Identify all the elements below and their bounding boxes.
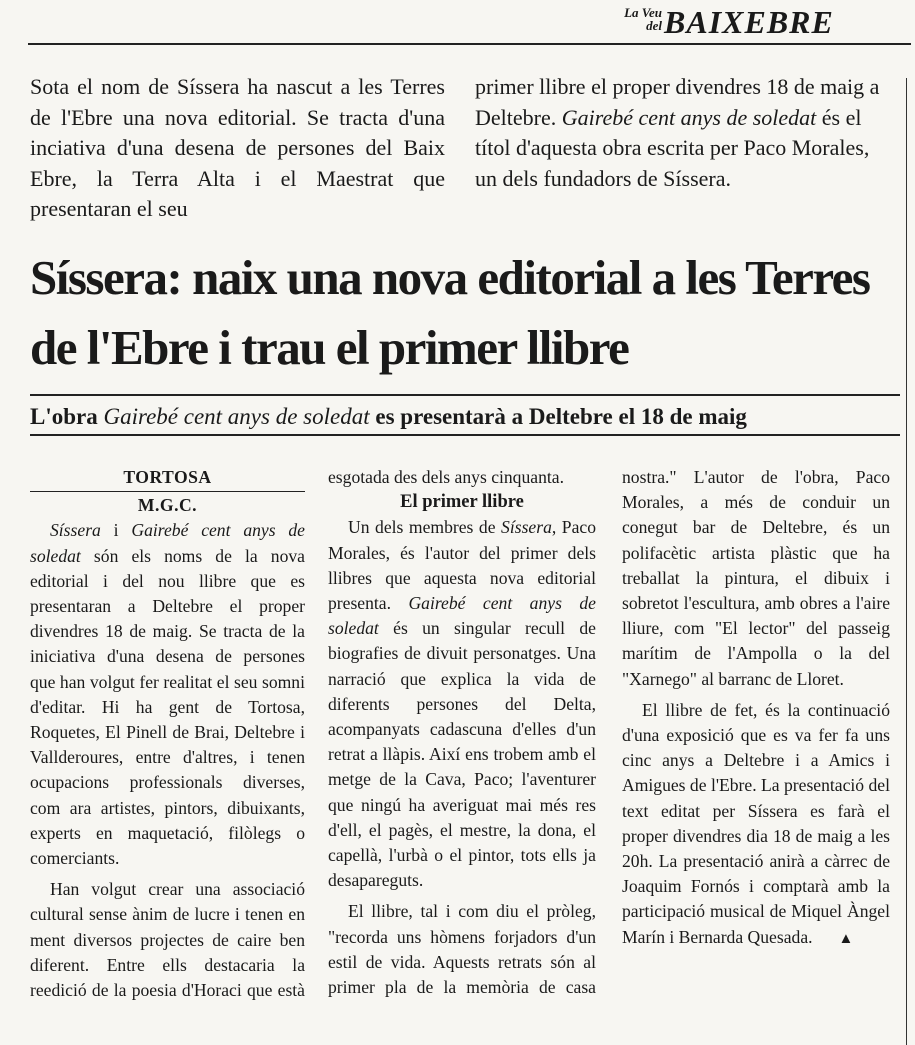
- paragraph-4-continued: [622, 465, 890, 692]
- intro-col-2: [475, 72, 885, 194]
- paragraph-4: [328, 899, 596, 1000]
- paragraph-2: Han volgut crear una associació cultural sense ànim de lucre i tenen en ment diversos projectes de caire ben diferent. Entre ells destacaria la reedició de la poesia d'Horaci que està: [30, 879, 305, 1001]
- deck: [30, 400, 900, 434]
- text-run: El llibre, tal i com diu el pròleg, "recorda uns hòmens forjadors d'un estil de vida. Aquests retrats són al primer pla de la memòria de casa: [328, 901, 596, 998]
- text-run: Gairebé cent anys de soledat: [328, 593, 596, 639]
- p1-title-1: Síssera: [50, 520, 101, 541]
- byline-place: TORTOSA: [123, 467, 212, 487]
- masthead: [0, 0, 915, 48]
- paragraph-2-continued: [328, 465, 596, 490]
- text-run: Un dels membres de: [348, 517, 502, 538]
- deck-text-a: L'obra: [30, 404, 104, 429]
- p1-text-a: i: [100, 520, 132, 541]
- headline: Síssera: naix una nova editorial a les Terres de l'Ebre i trau el primer llibre: [30, 250, 870, 375]
- text-run: El llibre de fet, és la continuació d'una exposició que es va fer fa uns cinc anys a Deltebre i a Amics i Amigues de l'Ebre. La presentació del text editat per Síssera es farà el proper divendres dia 18 de maig a les 20h. La presentació anirà a càrrec de Joaquim Fornós i comptarà amb la participació musical de Miquel Àngel Marín i Bernarda Quesada.: [622, 699, 890, 947]
- intro-text-a: primer llibre el proper divendres 18 de maig a Deltebre.: [475, 74, 880, 130]
- paragraph-3: [328, 515, 596, 893]
- subhead: El primer llibre: [400, 492, 524, 513]
- paragraph-1: [30, 518, 305, 871]
- masthead-line1: La Veu: [624, 5, 662, 20]
- end-mark-icon: ▲: [838, 930, 854, 947]
- deck-top-rule: [30, 394, 900, 396]
- masthead-prefix: [598, 6, 662, 32]
- article-column-3-content: [622, 465, 890, 952]
- deck-text-b: es presentarà a Deltebre el 18 de maig: [369, 404, 747, 429]
- article-column-2-content: [328, 465, 596, 1000]
- masthead-title: BAIXEBRE: [664, 4, 834, 40]
- intro-col-1: Sota el nom de Síssera ha nascut a les Terres de l'Ebre una nova editorial. Se tracta d'una inciativa d'una desena de persones del Baix Ebre, la Terra Alta i el Maestrat que presentaran el seu: [30, 74, 445, 221]
- byline-rule: [30, 491, 305, 492]
- text-run: esgotada des dels anys cinquanta.: [328, 467, 564, 487]
- masthead-rule: [28, 43, 911, 45]
- column-rule: [906, 78, 907, 1045]
- paragraph-5: [622, 698, 890, 952]
- p1-text-b: són els noms de la nova editorial i del nou llibre que es presentaran a Deltebre el proper divendres 18 de maig. Se tracta de la iniciativa d'una desena de persones que han volgut fer realitat el seu somni d'editar. Hi ha gent de Tortosa, Roquetes, El Pinell de Brai, Deltebre i Vallderoures, entre d'altres, i tenen ocupacions professionals diverses, com ara artistes, pintors, dibuixants, experts en maquetació, filòlegs o comerciants.: [30, 545, 305, 869]
- text-run: nostra." L'autor de l'obra, Paco Morales, a més de conduir un conegut bar de Deltebre, és un polifacètic artista plàstic que ha treballat la pintura, el dibuix i sobretot l'escultura, amb obres a l'aire lliure, com "El lector" del passeig marítim de l'Ampolla o la del "Xarnego" al barranc de Lloret.: [622, 467, 890, 689]
- text-run: és un singular recull de biografies de divuit personatges. Una narració que explica la vida de diferents persones del Delta, acompanyats cadascuna d'elles d'un retrat a llàpis. Així ens trobem amb el metge de la Cava, Paco; l'aventurer que ningú ha averiguat mai més res d'ell, el pagès, el mestre, la dona, el capellà, l'urbà o el pintor, tots ells ja desapareguts.: [328, 618, 596, 891]
- p1-title-2: Gairebé cent anys de soledat: [30, 520, 305, 566]
- byline-author: M.G.C.: [137, 495, 198, 516]
- masthead-line2: del: [646, 18, 662, 33]
- deck-bottom-rule: [30, 434, 900, 436]
- intro-book-title: Gairebé cent anys de soledat: [561, 104, 817, 130]
- deck-book-title: Gairebé cent anys de soledat: [103, 404, 370, 429]
- article-column-1: [30, 465, 305, 1003]
- text-run: Síssera: [501, 517, 552, 538]
- text-run: , Paco Morales, és l'autor del primer dels llibres que aquesta nova editorial presenta.: [328, 517, 596, 614]
- intro-text-b: és el títol d'aquesta obra escrita per Paco Morales, un dels fundadors de Síssera.: [475, 104, 870, 191]
